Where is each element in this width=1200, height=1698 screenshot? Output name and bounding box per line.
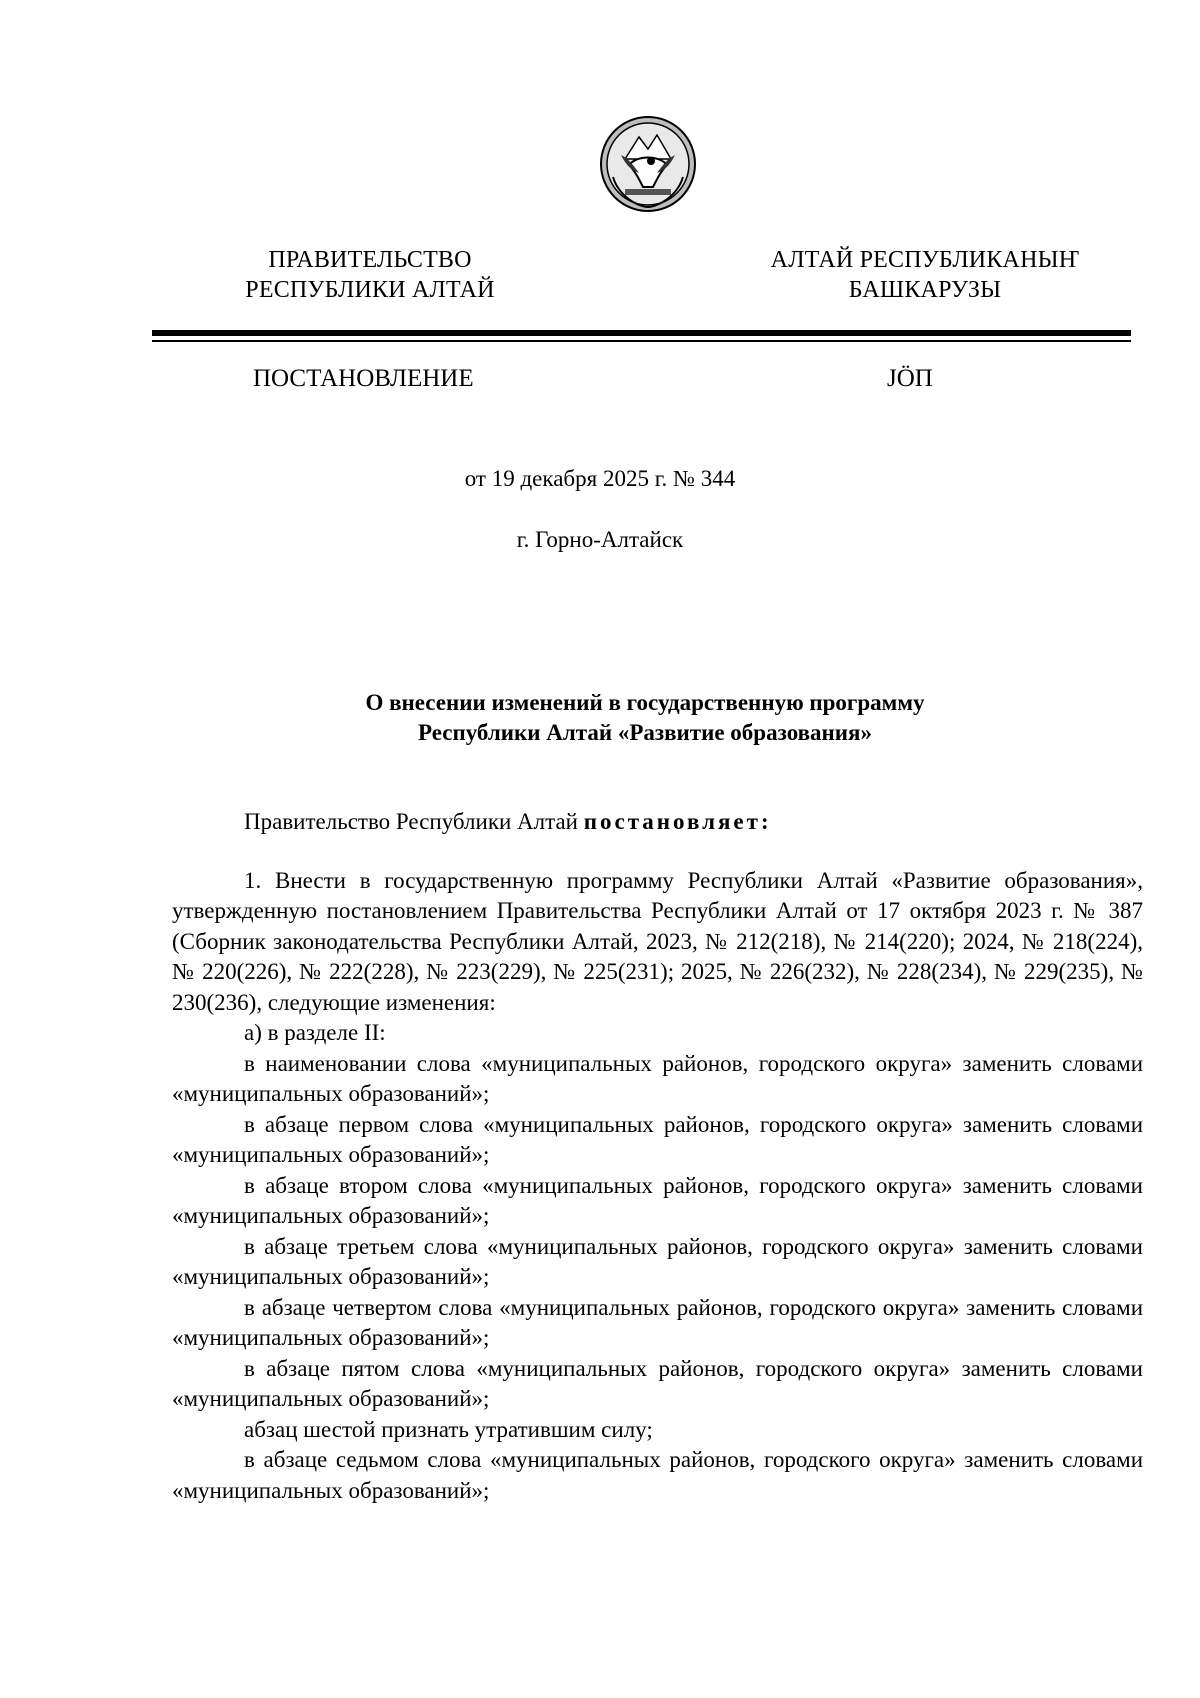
body-paragraph: в абзаце третьем слова «муниципальных районов, городского округа» заменить словами «муниципальных образований»; xyxy=(172,1233,1143,1289)
body-paragraph: 1. Внести в государственную программу Республики Алтай «Развитие образования», утвержденную постановлением Правительства Республики Алтай от 17 октября 2023 г. № 387 (Сборник законодательства Республики Алтай, 2023, № 212(218), № 214(220); 2024, № 218(224), № 220(226), № 222(228), № 223(229), № 225(231); 2025, № 226(232), № 228(234), № 229(235), № 230(236), следующие изменения: xyxy=(172,867,1143,1015)
document-city: г. Горно-Алтайск xyxy=(516,527,684,552)
body-paragraph: в абзаце пятом слова «муниципальных районов, городского округа» заменить словами «муниципальных образований»; xyxy=(172,1355,1143,1411)
document-type-altai: ЈӦП xyxy=(887,365,933,392)
title-line-1: О внесении изменений в государственную программу xyxy=(365,690,925,715)
intro-emphasis: постановляет: xyxy=(583,809,772,834)
body-paragraph: в абзаце втором слова «муниципальных районов, городского округа» заменить словами «муниципальных образований»; xyxy=(172,1172,1143,1228)
issuer-altai-line-1: АЛТАЙ РЕСПУБЛИКАНЫҤ xyxy=(770,247,1080,273)
coat-of-arms-icon xyxy=(599,115,697,213)
body-paragraph: в абзаце седьмом слова «муниципальных районов, городского округа» заменить словами «муниципальных образований»; xyxy=(172,1447,1143,1503)
body-paragraph: абзац шестой признать утратившим силу; xyxy=(244,1416,653,1442)
body-paragraph: а) в разделе II: xyxy=(244,1020,386,1045)
issuer-name-russian xyxy=(180,245,560,305)
issuer-altai-line-2: БАШКАРУЗЫ xyxy=(848,277,1002,303)
title-line-2: Республики Алтай «Развитие образования» xyxy=(418,720,872,745)
document-date-number: от 19 декабря 2025 г. № 344 xyxy=(464,466,736,491)
body-paragraph: в наименовании слова «муниципальных районов, городского округа» заменить словами «муниципальных образований»; xyxy=(172,1050,1143,1106)
document-body xyxy=(172,807,1143,1506)
header-divider-thin xyxy=(152,340,1131,342)
body-paragraph: в абзаце четвертом слова «муниципальных районов, городского округа» заменить словами «муниципальных образований»; xyxy=(172,1294,1143,1350)
document-title xyxy=(170,688,1120,748)
intro-prefix: Правительство Республики Алтай xyxy=(244,809,584,834)
intro-paragraph xyxy=(172,807,1143,838)
issuer-line-1: ПРАВИТЕЛЬСТВО xyxy=(268,247,472,273)
header-divider-thick xyxy=(152,330,1131,336)
issuer-line-2: РЕСПУБЛИКИ АЛТАЙ xyxy=(245,277,495,303)
issuer-name-altai xyxy=(735,245,1115,305)
document-type-russian: ПОСТАНОВЛЕНИЕ xyxy=(253,365,474,392)
body-paragraph: в абзаце первом слова «муниципальных районов, городского округа» заменить словами «муниципальных образований»; xyxy=(172,1111,1143,1167)
